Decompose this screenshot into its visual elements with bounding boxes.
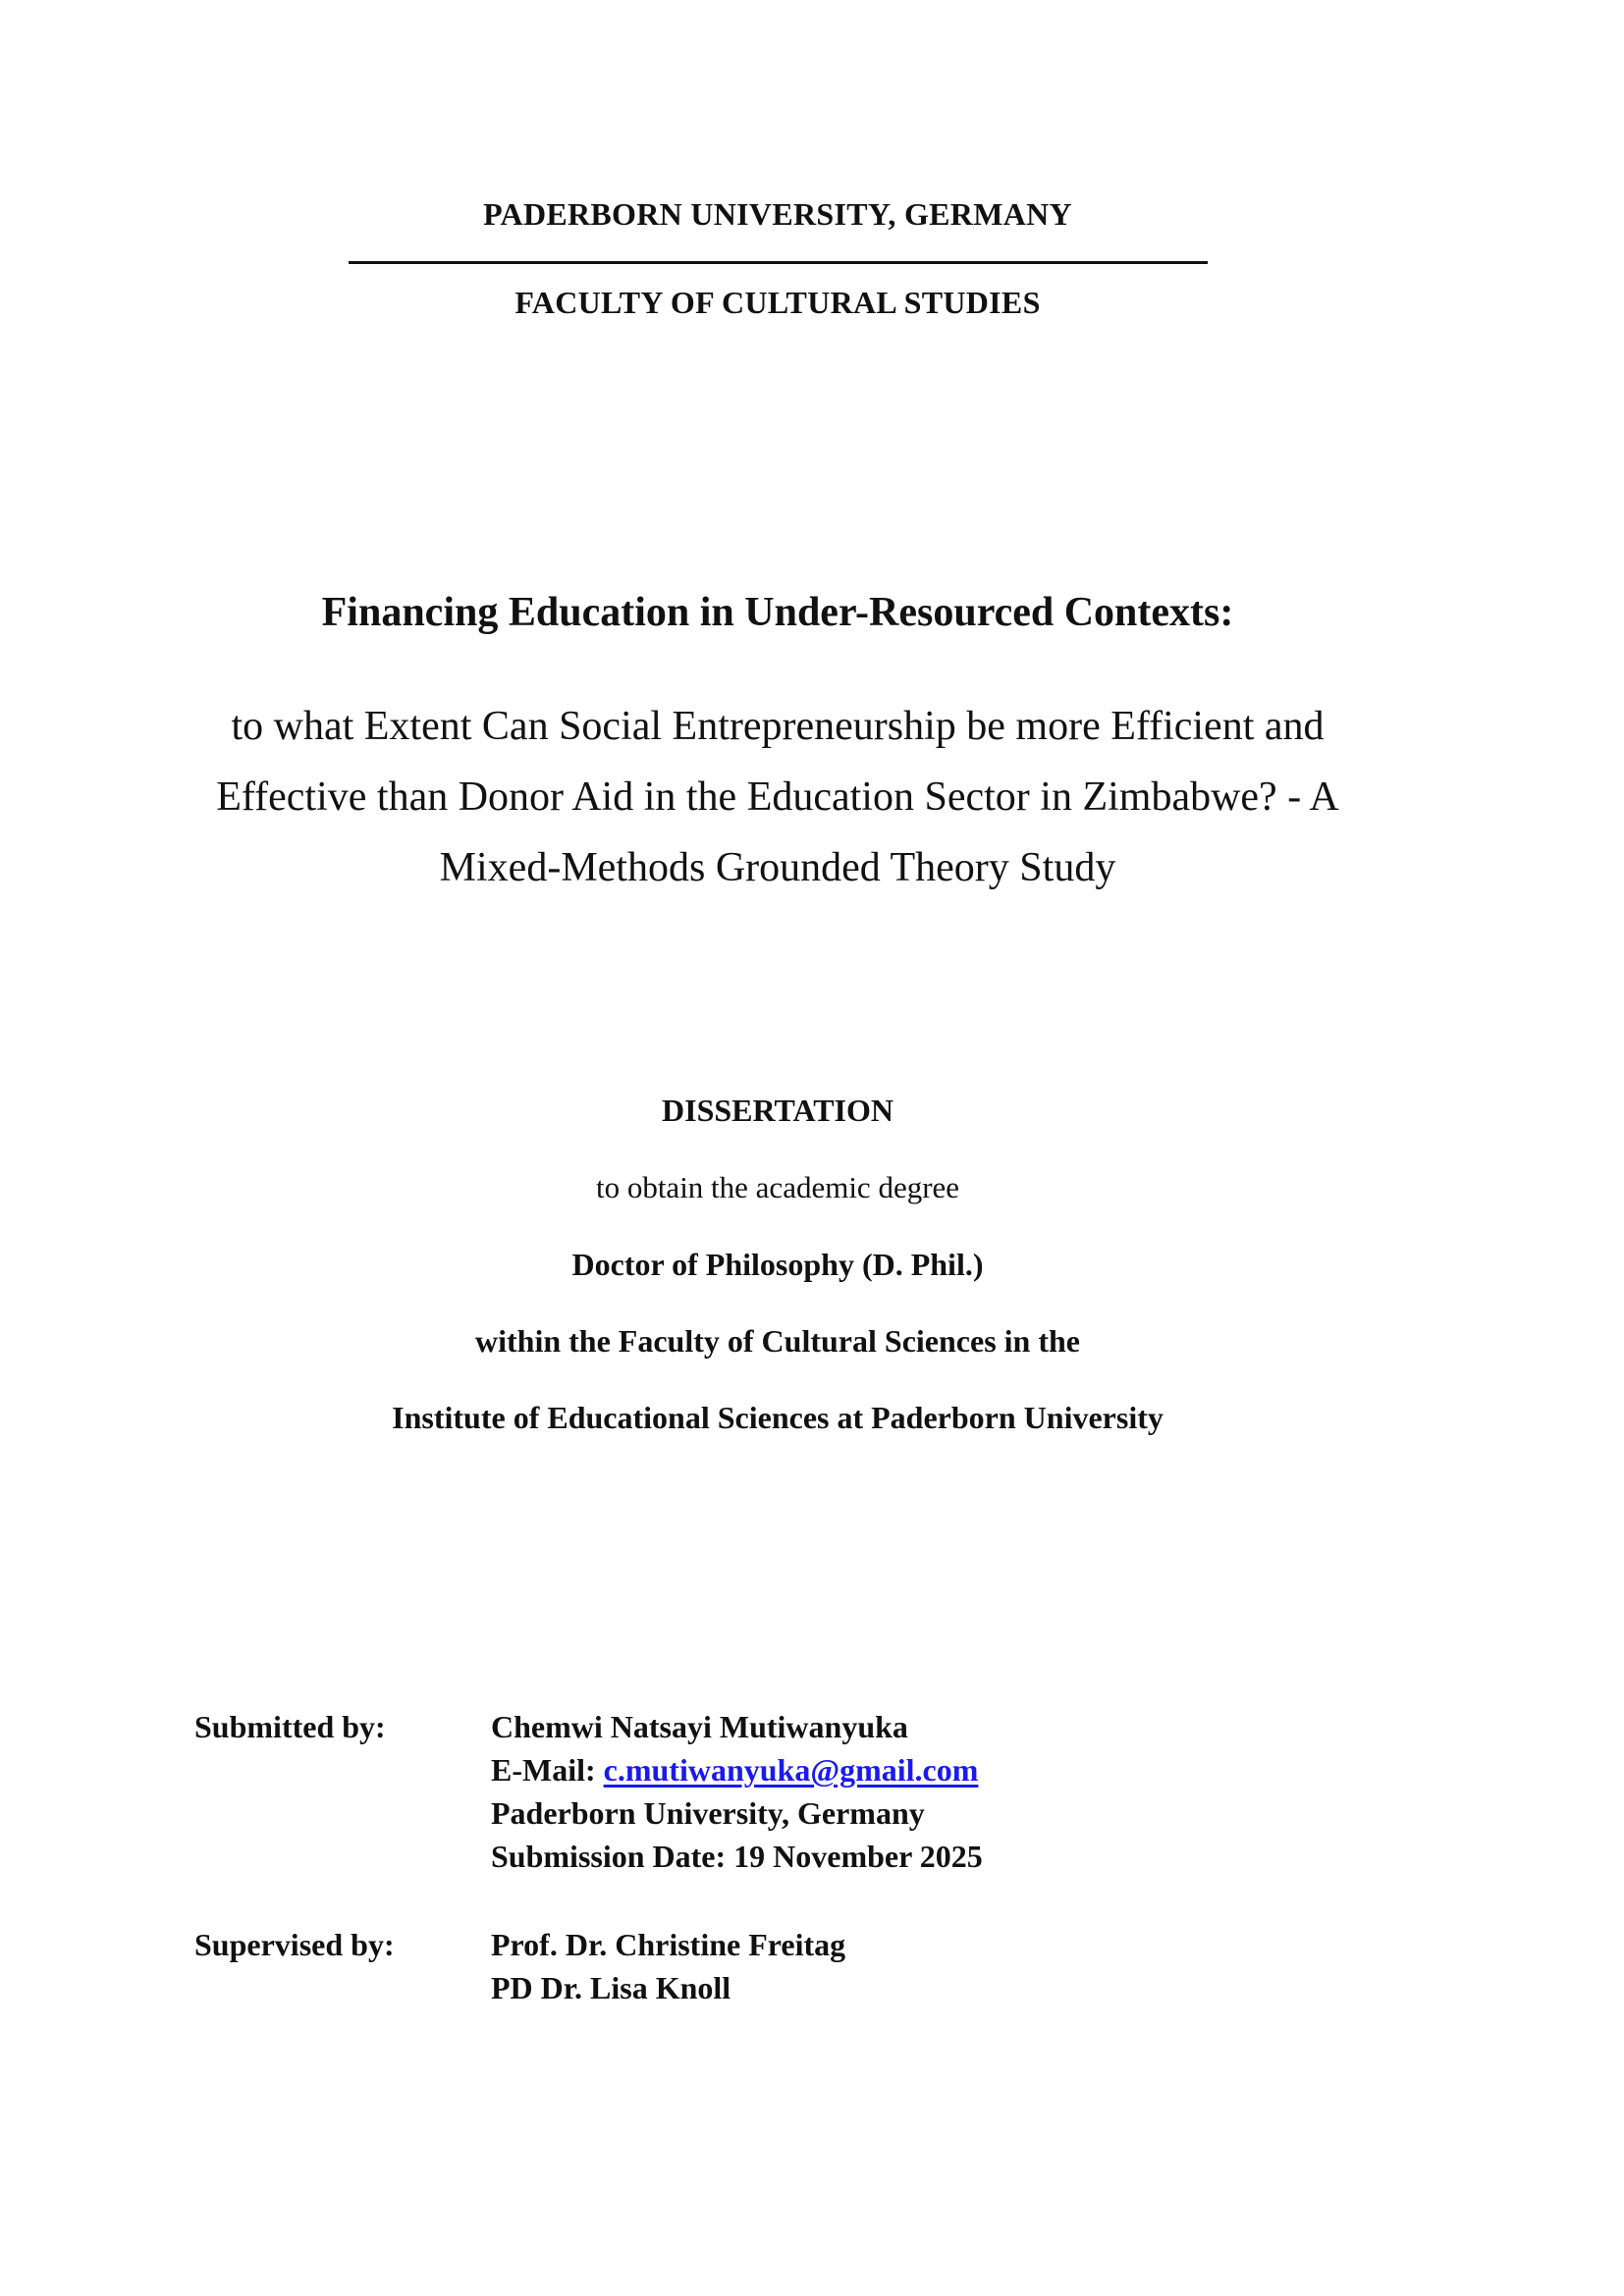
- degree-name: Doctor of Philosophy (D. Phil.): [571, 1247, 984, 1282]
- institute-statement: Institute of Educational Sciences at Paderborn University: [392, 1400, 1164, 1435]
- email-link[interactable]: c.mutiwanyuka@gmail.com: [603, 1752, 979, 1788]
- supervisor-list: [491, 1923, 845, 2009]
- email-line: [491, 1748, 983, 1791]
- dissertation-subtitle: [196, 691, 1359, 903]
- submission-date: Submission Date: 19 November 2025: [491, 1839, 983, 1874]
- dissertation-label: DISSERTATION: [662, 1093, 893, 1128]
- submitted-by-label: Submitted by:: [194, 1709, 386, 1744]
- author-name: Chemwi Natsayi Mutiwanyuka: [491, 1709, 908, 1744]
- university-heading: PADERBORN UNIVERSITY, GERMANY: [483, 196, 1072, 232]
- subtitle-line-1: to what Extent Can Social Entrepreneurship be more Efficient and: [231, 704, 1325, 749]
- supervised-by-label: Supervised by:: [194, 1927, 395, 1962]
- faculty-statement: within the Faculty of Cultural Sciences in the: [475, 1323, 1080, 1359]
- subtitle-line-2: Effective than Donor Aid in the Education Sector in Zimbabwe? - A: [216, 774, 1339, 820]
- header-divider: [349, 261, 1208, 264]
- email-label: E-Mail:: [491, 1752, 596, 1788]
- supervisor-1: Prof. Dr. Christine Freitag: [491, 1927, 846, 1962]
- subtitle-line-3: Mixed-Methods Grounded Theory Study: [439, 845, 1116, 890]
- submission-details: [491, 1705, 983, 1878]
- author-affiliation: Paderborn University, Germany: [491, 1795, 925, 1831]
- degree-intro: to obtain the academic degree: [595, 1170, 960, 1204]
- faculty-heading: FACULTY OF CULTURAL STUDIES: [514, 285, 1041, 320]
- supervisor-2: PD Dr. Lisa Knoll: [491, 1970, 731, 2005]
- dissertation-title: Financing Education in Under-Resourced Contexts:: [321, 590, 1234, 635]
